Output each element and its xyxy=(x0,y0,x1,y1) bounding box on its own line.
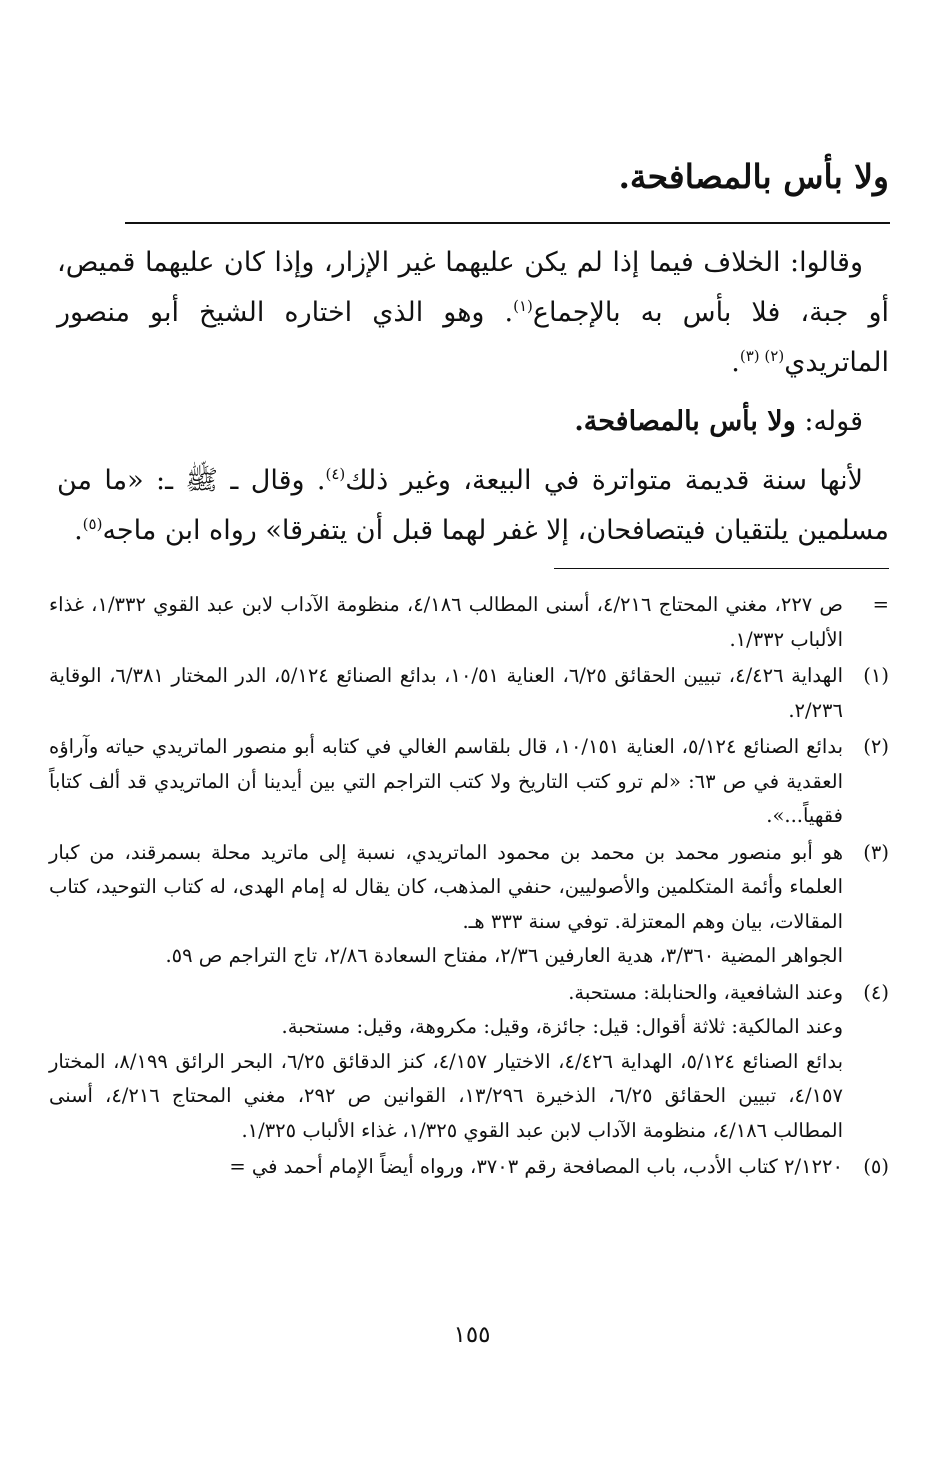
footnote-number: (٢) xyxy=(863,735,889,758)
footnote-continued xyxy=(49,588,889,657)
paragraph-2-quote: ولا بأس بالمصافحة. xyxy=(574,406,796,437)
footnote-3 xyxy=(49,836,889,974)
footnote-number: (٣) xyxy=(863,840,889,864)
footnote-text: وعند المالكية: ثلاثة أقوال: قيل: جائزة، وقيل: مكروهة، وقيل: مستحبة. xyxy=(281,1015,843,1038)
footnote-2 xyxy=(49,730,889,834)
footnote-text: وعند الشافعية، والحنابلة: مستحبة. xyxy=(568,980,843,1004)
page-number: ١٥٥ xyxy=(453,1322,491,1348)
footnote-number: (٤) xyxy=(863,980,889,1004)
footnote-ref-1: (١) xyxy=(513,297,533,315)
paragraph-3-text-b: . وقال ـ ﷺ ـ: «ما من مسلمين يلتقيان فيتصافحان، إلا غفر لهما قبل أن يتفرقا» رواه ابن ماجه xyxy=(57,465,889,546)
paragraph-1-text-c: . xyxy=(731,347,740,378)
paragraph-1-text-b: . وهو الذي اختاره الشيخ أبو منصور الماتريدي xyxy=(57,297,889,378)
footnote-number: (١) xyxy=(863,664,889,687)
main-text xyxy=(57,238,889,565)
footnote-text: بدائع الصنائع ٥/١٢٤، العناية ١٠/١٥١، قال بلقاسم الغالي في كتابه أبو منصور الماتريدي حياته وآراؤه العقدية في ص ٦٣: «لم ترو كتب التاريخ ولا كتب التراجم التي بين أيدينا أن الماتريدي قد ألف كتاباً فقهياً...». xyxy=(49,735,843,827)
footnotes xyxy=(49,588,889,1187)
footnote-sources: الجواهر المضية ٣/٣٦٠، هدية العارفين ٢/٣٦، مفتاح السعادة ٢/٨٦، تاج التراجم ص ٥٩. xyxy=(165,944,843,967)
footnote-1 xyxy=(49,659,889,728)
section-heading: ولا بأس بالمصافحة. xyxy=(618,157,889,196)
footnote-ref-4: (٤) xyxy=(325,465,346,483)
footnote-ref-5: (٥) xyxy=(82,515,103,533)
footnote-text: ٢/١٢٢٠ كتاب الأدب، باب المصافحة رقم ٣٧٠٣، ورواه أيضاً الإمام أحمد في = xyxy=(229,1155,843,1178)
footnote-ref-2-3: (٢) (٣) xyxy=(739,347,785,365)
paragraph-3-text-a: لأنها سنة قديمة متواترة في البيعة، وغير ذلك xyxy=(345,465,863,496)
footnote-number: (٥) xyxy=(863,1155,889,1178)
footnote-4 xyxy=(49,976,889,1149)
paragraph-3-text-c: . xyxy=(74,515,83,546)
footnote-text: الهداية ٤/٤٢٦، تبيين الحقائق ٦/٢٥، العناية ١٠/٥١، بدائع الصنائع ٥/١٢٤، الدر المختار ٦/٣٨١، الوقاية ٢/٢٣٦. xyxy=(49,664,844,722)
paragraph-3 xyxy=(57,456,889,556)
footnote-text: هو أبو منصور محمد بن محمد بن محمود الماتريدي، نسبة إلى ماتريد محلة بسمرقند، من كبار العلماء وأئمة المتكلمين والأصوليين، حنفي المذهب، كان يقال له إمام الهدى، له كتاب التوحيد، كتاب المقالات، بيان وهم المعتزلة. توفي سنة ٣٣٣ هـ. xyxy=(49,840,843,933)
paragraph-1 xyxy=(57,238,889,388)
footnote-5 xyxy=(49,1150,889,1185)
paragraph-2 xyxy=(57,397,889,447)
footnote-number: = xyxy=(872,593,889,616)
footnote-sources: بدائع الصنائع ٥/١٢٤، الهداية ٤/٤٢٦، الاختيار ٤/١٥٧، كنز الدقائق ٦/٢٥، البحر الرائق ٨/١٩٩، المختار ٤/١٥٧، تبيين الحقائق ٦/٢٥، الذخيرة ١٣/٢٩٦، القوانين ص ٢٩٢، مغني المحتاج ٤/٢١٦، أسنى المطالب ٤/١٨٦، منظومة الآداب لابن عبد القوي ١/٣٢٥، غذاء الألباب ١/٣٢٥. xyxy=(49,1049,843,1142)
top-divider xyxy=(125,222,890,224)
paragraph-1-text-a: وقالوا: الخلاف فيما إذا لم يكن عليهما غير الإزار، وإذا كان عليهما قميص، أو جبة، فلا بأس به بالإجماع xyxy=(57,247,890,328)
paragraph-2-lead: قوله: xyxy=(804,406,863,437)
footnote-divider xyxy=(554,568,889,569)
footnote-text: ص ٢٢٧، مغني المحتاج ٤/٢١٦، أسنى المطالب ٤/١٨٦، منظومة الآداب لابن عبد القوي ١/٣٣٢، غذاء الألباب ١/٣٣٢. xyxy=(49,593,843,651)
